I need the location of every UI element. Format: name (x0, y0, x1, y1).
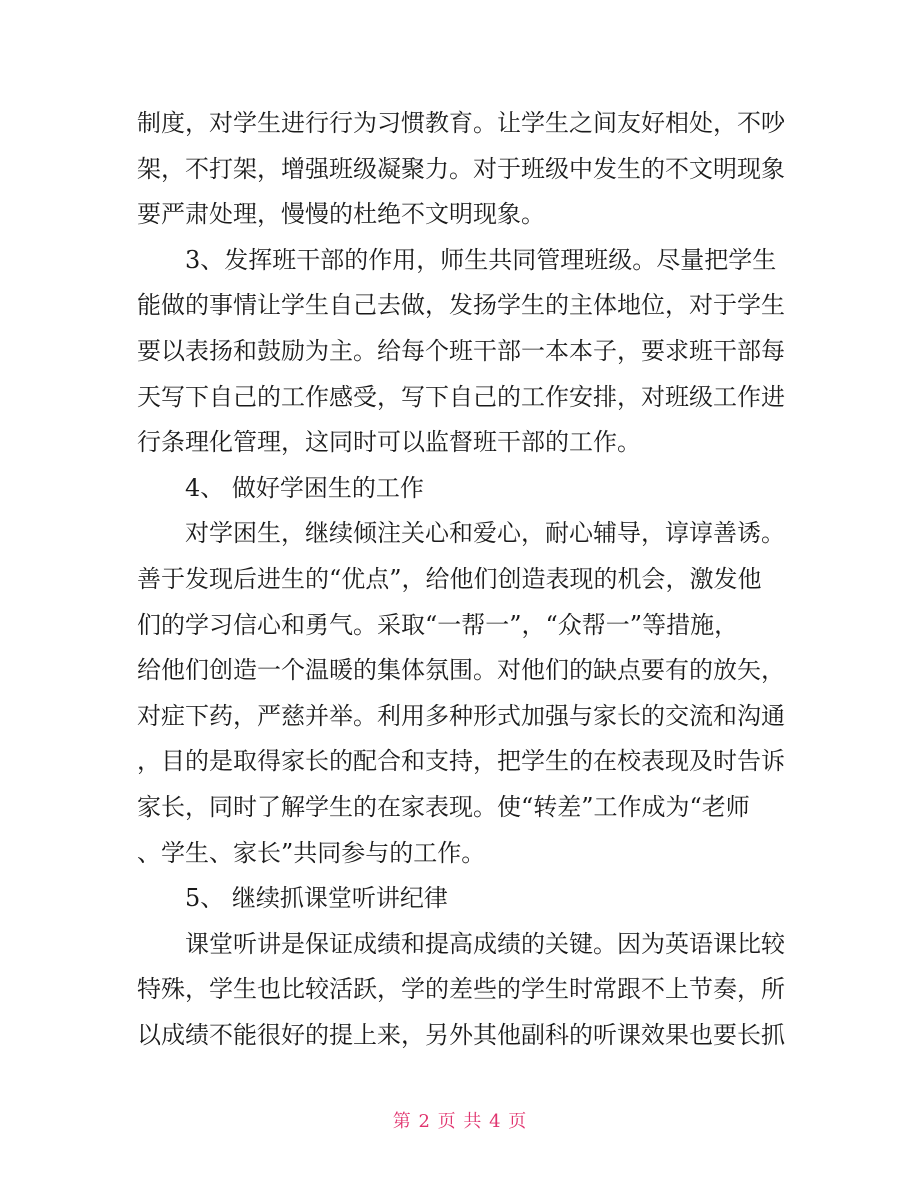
text-line: 特殊，学生也比较活跃，学的差些的学生时常跟不上节奏，所 (137, 975, 785, 1004)
text-line: 以成绩不能很好的提上来，另外其他副科的听课效果也要长抓 (137, 1020, 785, 1049)
text-line: 要严肃处理，慢慢的杜绝不文明现象。 (137, 200, 545, 229)
text-line: 要以表扬和鼓励为主。给每个班干部一本本子，要求班干部每 (137, 336, 785, 365)
section-3-heading: 3、发挥班干部的作用，师生共同管理班级。尽量把学生 (185, 245, 777, 274)
text-line: 行条理化管理，这同时可以监督班干部的工作。 (137, 428, 641, 457)
text-line: ，目的是取得家长的配合和支持，把学生的在校表现及时告诉 (137, 747, 785, 776)
text-line: 制度，对学生进行行为习惯教育。让学生之间友好相处，不吵 (137, 109, 785, 137)
text-line: 能做的事情让学生自己去做，发扬学生的主体地位，对于学生 (137, 291, 785, 320)
text-line: 对学困生，继续倾注关心和爱心，耐心辅导，谆谆善诱。 (185, 519, 785, 548)
section-4-heading: 4、 做好学困生的工作 (185, 473, 424, 502)
text-line: 善于发现后进生的“优点”，给他们创造表现的机会，激发他 (137, 564, 762, 593)
page-number-footer: 第 2 页 共 4 页 (392, 1111, 528, 1132)
text-line: 给他们创造一个温暖的集体氛围。对他们的缺点要有的放矢， (137, 656, 785, 685)
document-body (137, 101, 797, 1058)
text-line: 天写下自己的工作感受，写下自己的工作安排，对班级工作进 (137, 382, 785, 411)
text-line: 架，不打架，增强班级凝聚力。对于班级中发生的不文明现象 (137, 154, 785, 183)
text-line: 、学生、家长”共同参与的工作。 (137, 838, 486, 867)
text-line: 课堂听讲是保证成绩和提高成绩的关键。因为英语课比较 (185, 929, 785, 958)
text-line: 对症下药，严慈并举。利用多种形式加强与家长的交流和沟通 (137, 701, 785, 730)
text-line: 家长，同时了解学生的在家表现。使“转差”工作成为“老师 (137, 792, 750, 821)
section-5-heading: 5、 继续抓课堂听讲纪律 (185, 884, 448, 913)
text-line: 们的学习信心和勇气。采取“一帮一”，“众帮一”等措施， (137, 610, 739, 639)
